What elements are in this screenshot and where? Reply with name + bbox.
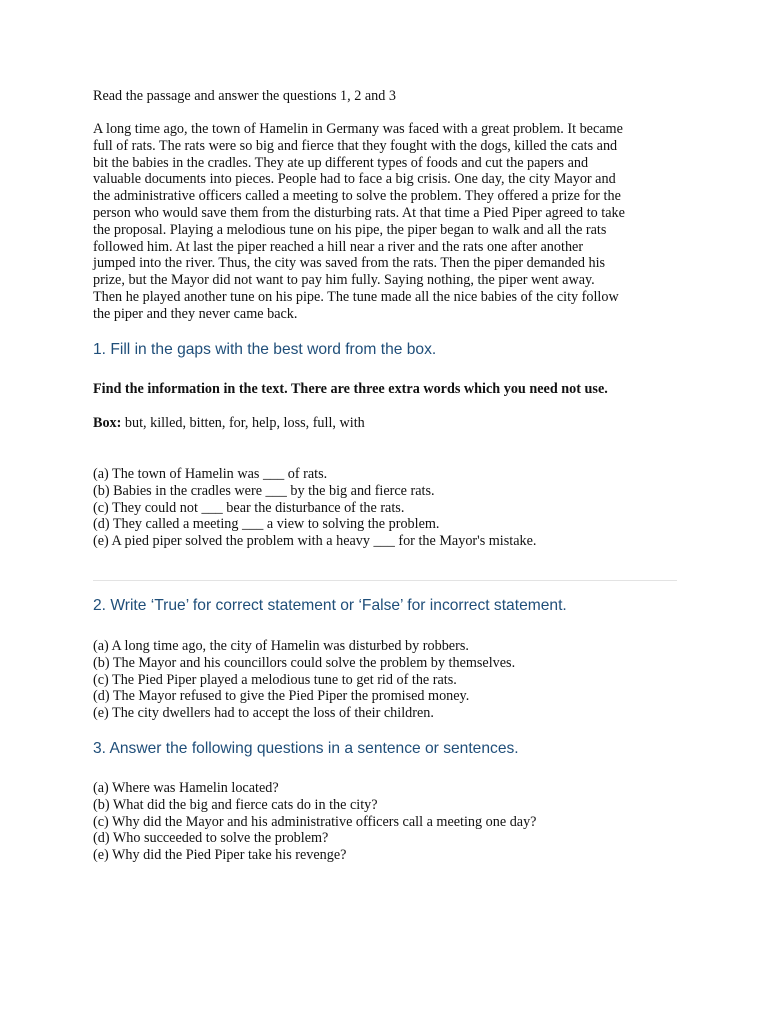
statement-item: (b) The Mayor and his councillors could solve the problem by themselves. (93, 654, 516, 671)
passage-line: jumped into the river. Thus, the city was saved from the rats. Then the piper demanded his (93, 255, 606, 272)
passage-line: followed him. At last the piper reached a hill near a river and the rats one after another (93, 238, 584, 255)
passage-line: person who would save them from the disturbing rats. At that time a Pied Piper agreed to take (93, 204, 625, 221)
passage-line: A long time ago, the town of Hamelin in Germany was faced with a great problem. It became (93, 121, 623, 137)
passage-line: the piper and they never came back. (93, 305, 298, 322)
question-item: (a) The town of Hamelin was ___ of rats. (93, 466, 328, 482)
word-box (93, 415, 365, 432)
question-item: (a) Where was Hamelin located? (93, 780, 279, 796)
passage-line: bit the babies in the cradles. They ate up different types of foods and cut the papers and (93, 154, 589, 171)
section-1-heading: 1. Fill in the gaps with the best word from the box. (93, 341, 437, 358)
section-1-instruction: Find the information in the text. There are three extra words which you need not use. (93, 381, 608, 397)
statement-item: (c) The Pied Piper played a melodious tune to get rid of the rats. (93, 671, 457, 688)
passage-line: prize, but the Mayor did not want to pay him fully. Saying nothing, the piper went away. (93, 272, 595, 289)
question-item: (b) Babies in the cradles were ___ by the big and fierce rats. (93, 482, 435, 499)
question-item: (c) They could not ___ bear the disturbance of the rats. (93, 499, 405, 516)
question-item: (b) What did the big and fierce cats do in the city? (93, 796, 378, 813)
statement-item: (e) The city dwellers had to accept the loss of their children. (93, 705, 434, 722)
word-box-label: Box: (93, 415, 122, 431)
question-item: (d) They called a meeting ___ a view to solving the problem. (93, 516, 440, 533)
section-3-questions (93, 780, 536, 864)
section-3-heading: 3. Answer the following questions in a sentence or sentences. (93, 740, 519, 757)
passage-line: the administrative officers called a meeting to solve the problem. They offered a prize for the (93, 188, 621, 205)
passage-line: the proposal. Playing a melodious tune on his pipe, the piper began to walk and all the rats (93, 221, 607, 238)
reading-passage (93, 121, 679, 323)
word-box-words: but, killed, bitten, for, help, loss, full, with (121, 415, 365, 431)
section-2-heading: 2. Write ‘True’ for correct statement or ‘False’ for incorrect statement. (93, 597, 567, 614)
question-item: (e) A pied piper solved the problem with a heavy ___ for the Mayor's mistake. (93, 533, 537, 550)
question-item: (c) Why did the Mayor and his administrative officers call a meeting one day? (93, 813, 537, 830)
section-1-questions (93, 466, 536, 550)
section-2-statements (93, 638, 515, 722)
section-divider (93, 580, 677, 581)
passage-line: full of rats. The rats were so big and fierce that they fought with the dogs, killed the cats and (93, 137, 618, 154)
passage-line: valuable documents into pieces. People had to face a big crisis. One day, the city Mayor and (93, 171, 616, 188)
passage-line: Then he played another tune on his pipe. The tune made all the nice babies of the city follow (93, 288, 619, 305)
passage-instruction: Read the passage and answer the questions 1, 2 and 3 (93, 88, 396, 104)
statement-item: (a) A long time ago, the city of Hamelin was disturbed by robbers. (93, 638, 469, 654)
statement-item: (d) The Mayor refused to give the Pied Piper the promised money. (93, 688, 470, 705)
question-item: (e) Why did the Pied Piper take his revenge? (93, 847, 347, 864)
question-item: (d) Who succeeded to solve the problem? (93, 830, 329, 847)
